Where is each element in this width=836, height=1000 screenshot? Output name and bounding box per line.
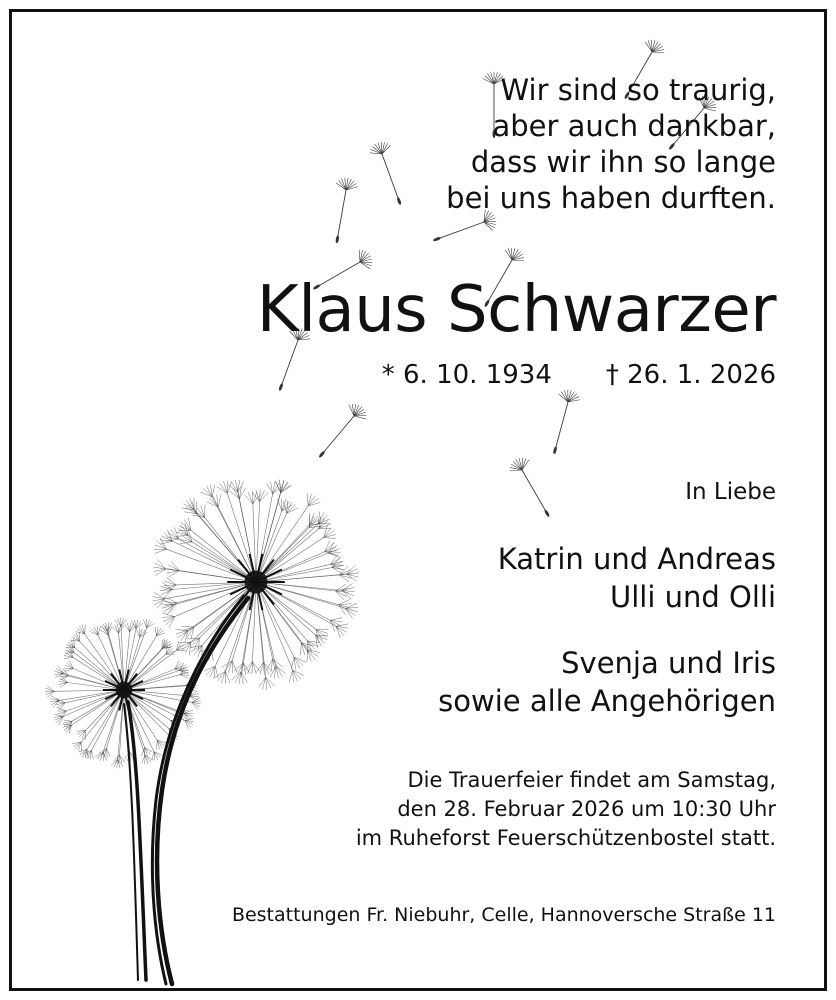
ceremony-line: den 28. Februar 2026 um 10:30 Uhr <box>397 797 776 821</box>
in-love-line: In Liebe <box>685 479 776 505</box>
dandelion-seed-icon <box>326 176 359 245</box>
dandelion-seed-icon <box>544 388 582 457</box>
mourners-group-2 <box>438 644 776 720</box>
ceremony-line: Die Trauerfeier findet am Samstag, <box>407 768 776 792</box>
deceased-name: Klaus Schwarzer <box>256 273 776 347</box>
quote-line: dass wir ihn so lange <box>470 145 776 179</box>
quote-line: Wir sind so traurig, <box>500 73 776 107</box>
quote-line: aber auch dankbar, <box>492 109 776 143</box>
mourner-line: sowie alle Angehörigen <box>438 684 776 718</box>
ceremony-line: im Ruheforst Feuerschützenbostel statt. <box>355 826 776 850</box>
funeral-ceremony-info <box>356 766 776 853</box>
memorial-quote <box>446 72 776 216</box>
dandelion-seed-icon <box>368 139 411 208</box>
mourner-line: Svenja und Iris <box>561 646 776 680</box>
dandelion-large-icon <box>153 480 359 690</box>
dandelion-stems <box>124 596 248 984</box>
mourner-line: Ulli und Olli <box>610 580 776 614</box>
mourner-line: Katrin und Andreas <box>497 542 776 576</box>
mourners-group-1 <box>498 540 776 616</box>
quote-line: bei uns haben durften. <box>446 181 776 215</box>
birth-date: * 6. 10. 1934 <box>381 360 552 390</box>
dandelion-seed-icon <box>311 400 370 464</box>
dandelion-small-icon <box>45 618 201 769</box>
life-dates <box>382 358 776 392</box>
undertaker-info: Bestattungen Fr. Niebuhr, Celle, Hannoversche Straße 11 <box>231 904 776 926</box>
death-date: † 26. 1. 2026 <box>605 360 776 390</box>
dandelion-seed-icon <box>507 454 559 522</box>
